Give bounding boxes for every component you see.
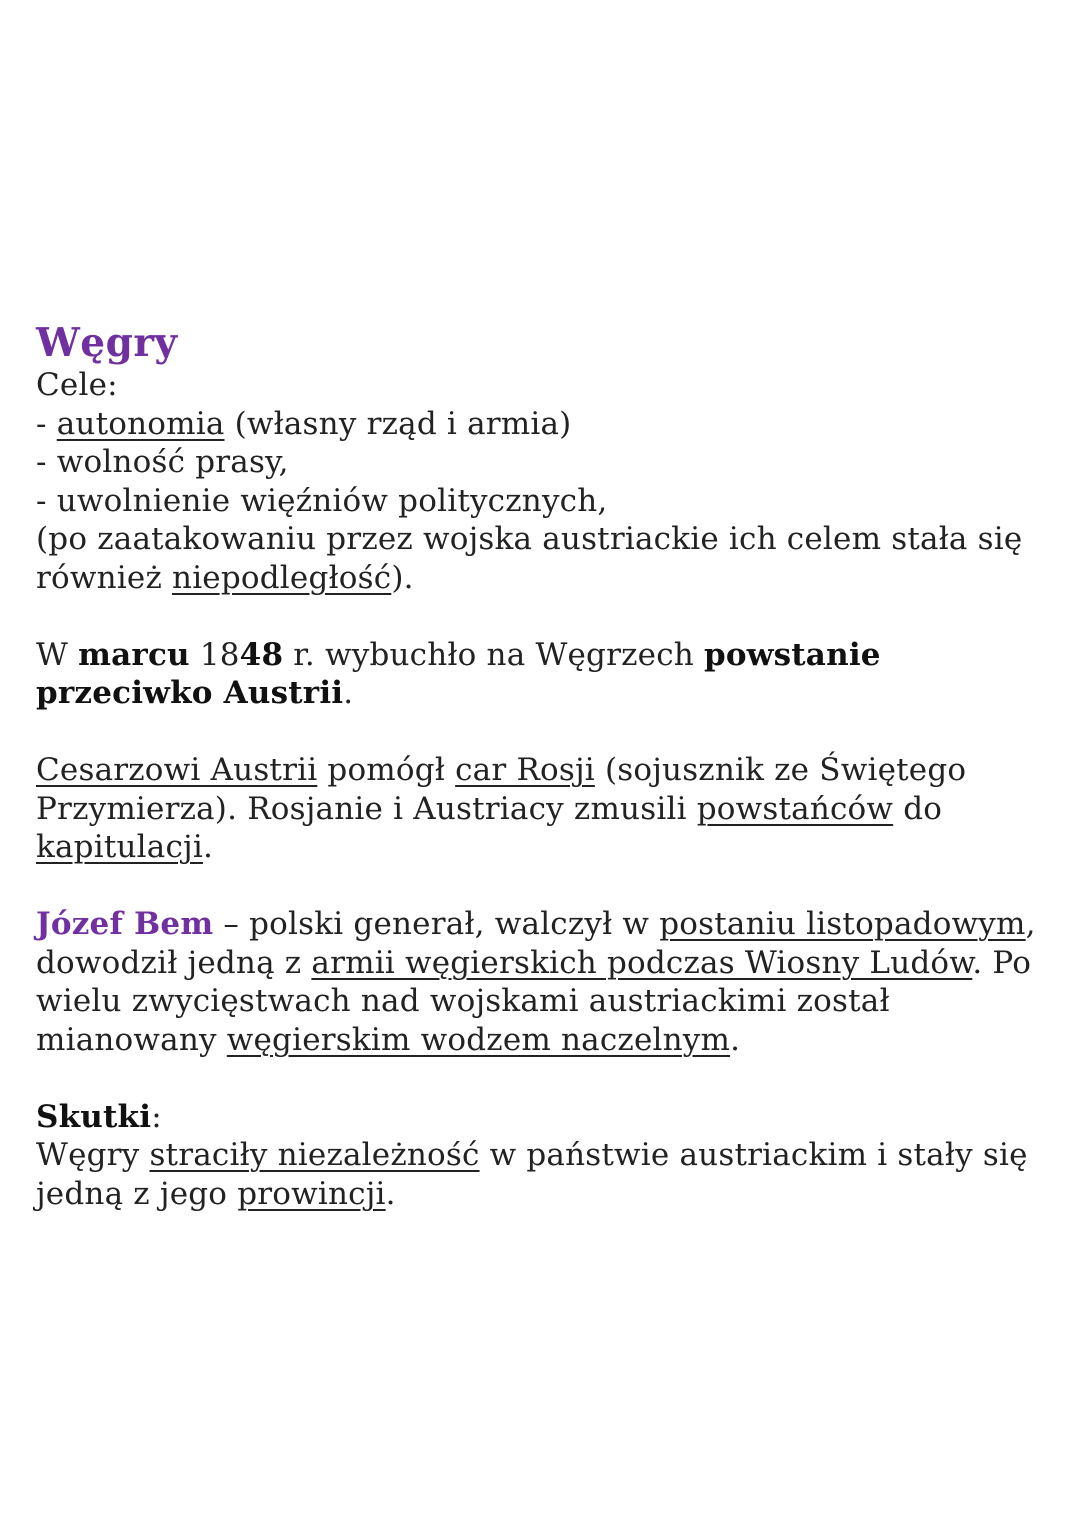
effects-label: Skutki [36,1098,152,1135]
uprising-year-start: 18 [189,636,240,673]
uprising-period: . [343,675,354,711]
uprising-bold-phrase: powstanie przeciwko Austrii [36,636,881,711]
goal-item [36,482,1046,521]
bem-text: – polski generał, walczył w [213,906,660,942]
help-underlined-2: car Rosji [455,752,595,788]
bem-text: , dowodził jedną z [36,906,1036,981]
goal-text: wolność prasy, [56,444,289,480]
uprising-text: W [36,636,79,673]
goals-note [36,520,1046,597]
help-paragraph [36,751,1046,867]
bem-underlined-3: węgierskim wodzem naczelnym [226,1021,731,1058]
effects-heading [36,1098,1046,1137]
effects-underlined-1: straciły niezależność [149,1137,480,1173]
goal-item [36,405,1046,444]
goals-label: Cele: [36,367,118,403]
uprising-text: r. wybuchło na Węgrzech [283,636,704,673]
bem-text: . [730,1021,741,1058]
help-text: do [893,790,943,827]
goal-text: uwolnienie więźniów politycznych, [56,482,608,519]
bem-paragraph [36,905,1046,1059]
bem-underlined-1: postaniu listopadowym [659,906,1026,942]
help-text: (sojusznik ze Świętego Przymierza). Rosjanie i Austriacy zmusili [36,752,967,827]
goal-text: (własny rząd i armia) [224,405,572,442]
goals-note-end: ). [391,559,414,596]
effects-text: Węgry [36,1137,150,1173]
effects-text: w państwie austriackim i stały się jedną z jego [36,1137,1028,1212]
help-underlined-1: Cesarzowi Austrii [36,752,318,788]
goal-item [36,443,1046,482]
effects-paragraph [36,1136,1046,1213]
bem-name: Józef Bem [36,906,214,942]
help-underlined-4: kapitulacji [36,829,203,865]
help-text: pomógł [317,752,456,788]
help-text: . [202,829,213,865]
page-title: Węgry [36,320,178,366]
bem-underlined-2: armii węgierskich podczas Wiosny Ludów [311,944,973,981]
bullet-dash: - [36,444,57,480]
help-underlined-3: powstańców [696,790,894,827]
goals-note-text: (po zaatakowaniu przez wojska austriackie ich celem stała się również [36,521,1023,596]
goals-note-underlined: niepodległość [172,559,392,596]
effects-colon: : [151,1098,162,1135]
bullet-dash: - [36,405,57,442]
uprising-year-end: 48 [239,636,284,673]
goal-underlined-term: autonomia [56,405,225,442]
uprising-month: marcu [78,636,190,673]
effects-text: . [385,1175,396,1212]
effects-underlined-2: prowincji [237,1175,386,1212]
bem-text: . Po wielu zwycięstwach nad wojskami austriackimi został mianowany [36,944,1032,1058]
bullet-dash: - [36,482,57,519]
uprising-paragraph [36,636,1046,713]
document-page [36,318,1046,1213]
